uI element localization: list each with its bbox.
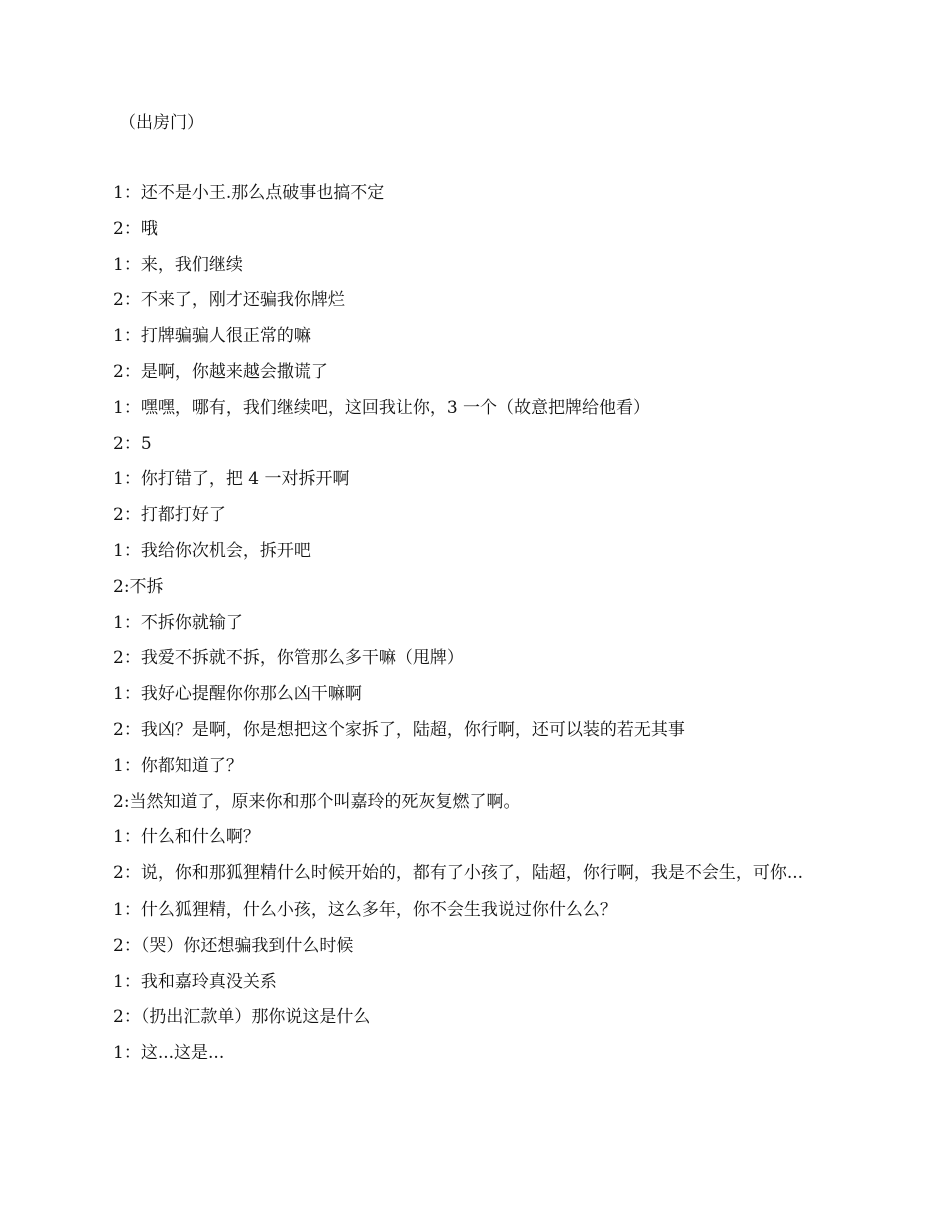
dialogue-line: 1：你打错了，把 4 一对拆开啊 [113,469,350,490]
dialogue-line: 1：还不是小王.那么点破事也搞不定 [113,183,385,203]
dialogue-line: 1：什么和什么啊？ [113,827,260,848]
dialogue-line: 2：不来了，刚才还骗我你牌烂 [113,290,345,311]
dialogue-line: 2：我爱不拆就不拆，你管那么多干嘛（甩牌） [113,648,464,669]
dialogue-line: 1：这...这是... [113,1043,225,1064]
stage-direction: （出房门） [119,113,204,133]
dialogue-line: 2：是啊，你越来越会撒谎了 [113,361,328,382]
dialogue-line: 1：什么狐狸精，什么小孩，这么多年，你不会生我说过你什么么？ [113,899,617,920]
dialogue-line: 2:当然知道了，原来你和那个叫嘉玲的死灰复燃了啊。 [113,791,521,812]
dialogue-line: 1：我好心提醒你你那么凶干嘛啊 [113,684,362,705]
dialogue-line: 2：（扔出汇款单）那你说这是什么 [113,1007,371,1028]
dialogue-line: 1：我给你次机会，拆开吧 [113,540,311,561]
dialogue-line: 1：你都知道了？ [113,755,243,776]
dialogue-line: 1：不拆你就输了 [113,612,243,633]
dialogue-line: 2：5 [113,433,152,454]
dialogue-line: 2：（哭）你还想骗我到什么时候 [113,935,354,956]
dialogue-line: 2：说，你和那狐狸精什么时候开始的，都有了小孩了，陆超，你行啊，我是不会生，可你... [113,863,804,884]
dialogue-line: 1：嘿嘿，哪有，我们继续吧，这回我让你，3 一个（故意把牌给他看） [113,397,651,418]
dialogue-line: 2:不拆 [113,576,164,597]
dialogue-line: 2：打都打好了 [113,505,226,526]
dialogue-line: 1：我和嘉玲真没关系 [113,971,277,992]
dialogue-line: 1：打牌骗骗人很正常的嘛 [113,326,311,347]
dialogue-line: 1：来，我们继续 [113,254,243,275]
dialogue-list [113,182,838,1078]
dialogue-line: 2：哦 [113,218,158,239]
dialogue-line: 2：我凶？是啊，你是想把这个家拆了，陆超，你行啊，还可以装的若无其事 [113,719,685,740]
